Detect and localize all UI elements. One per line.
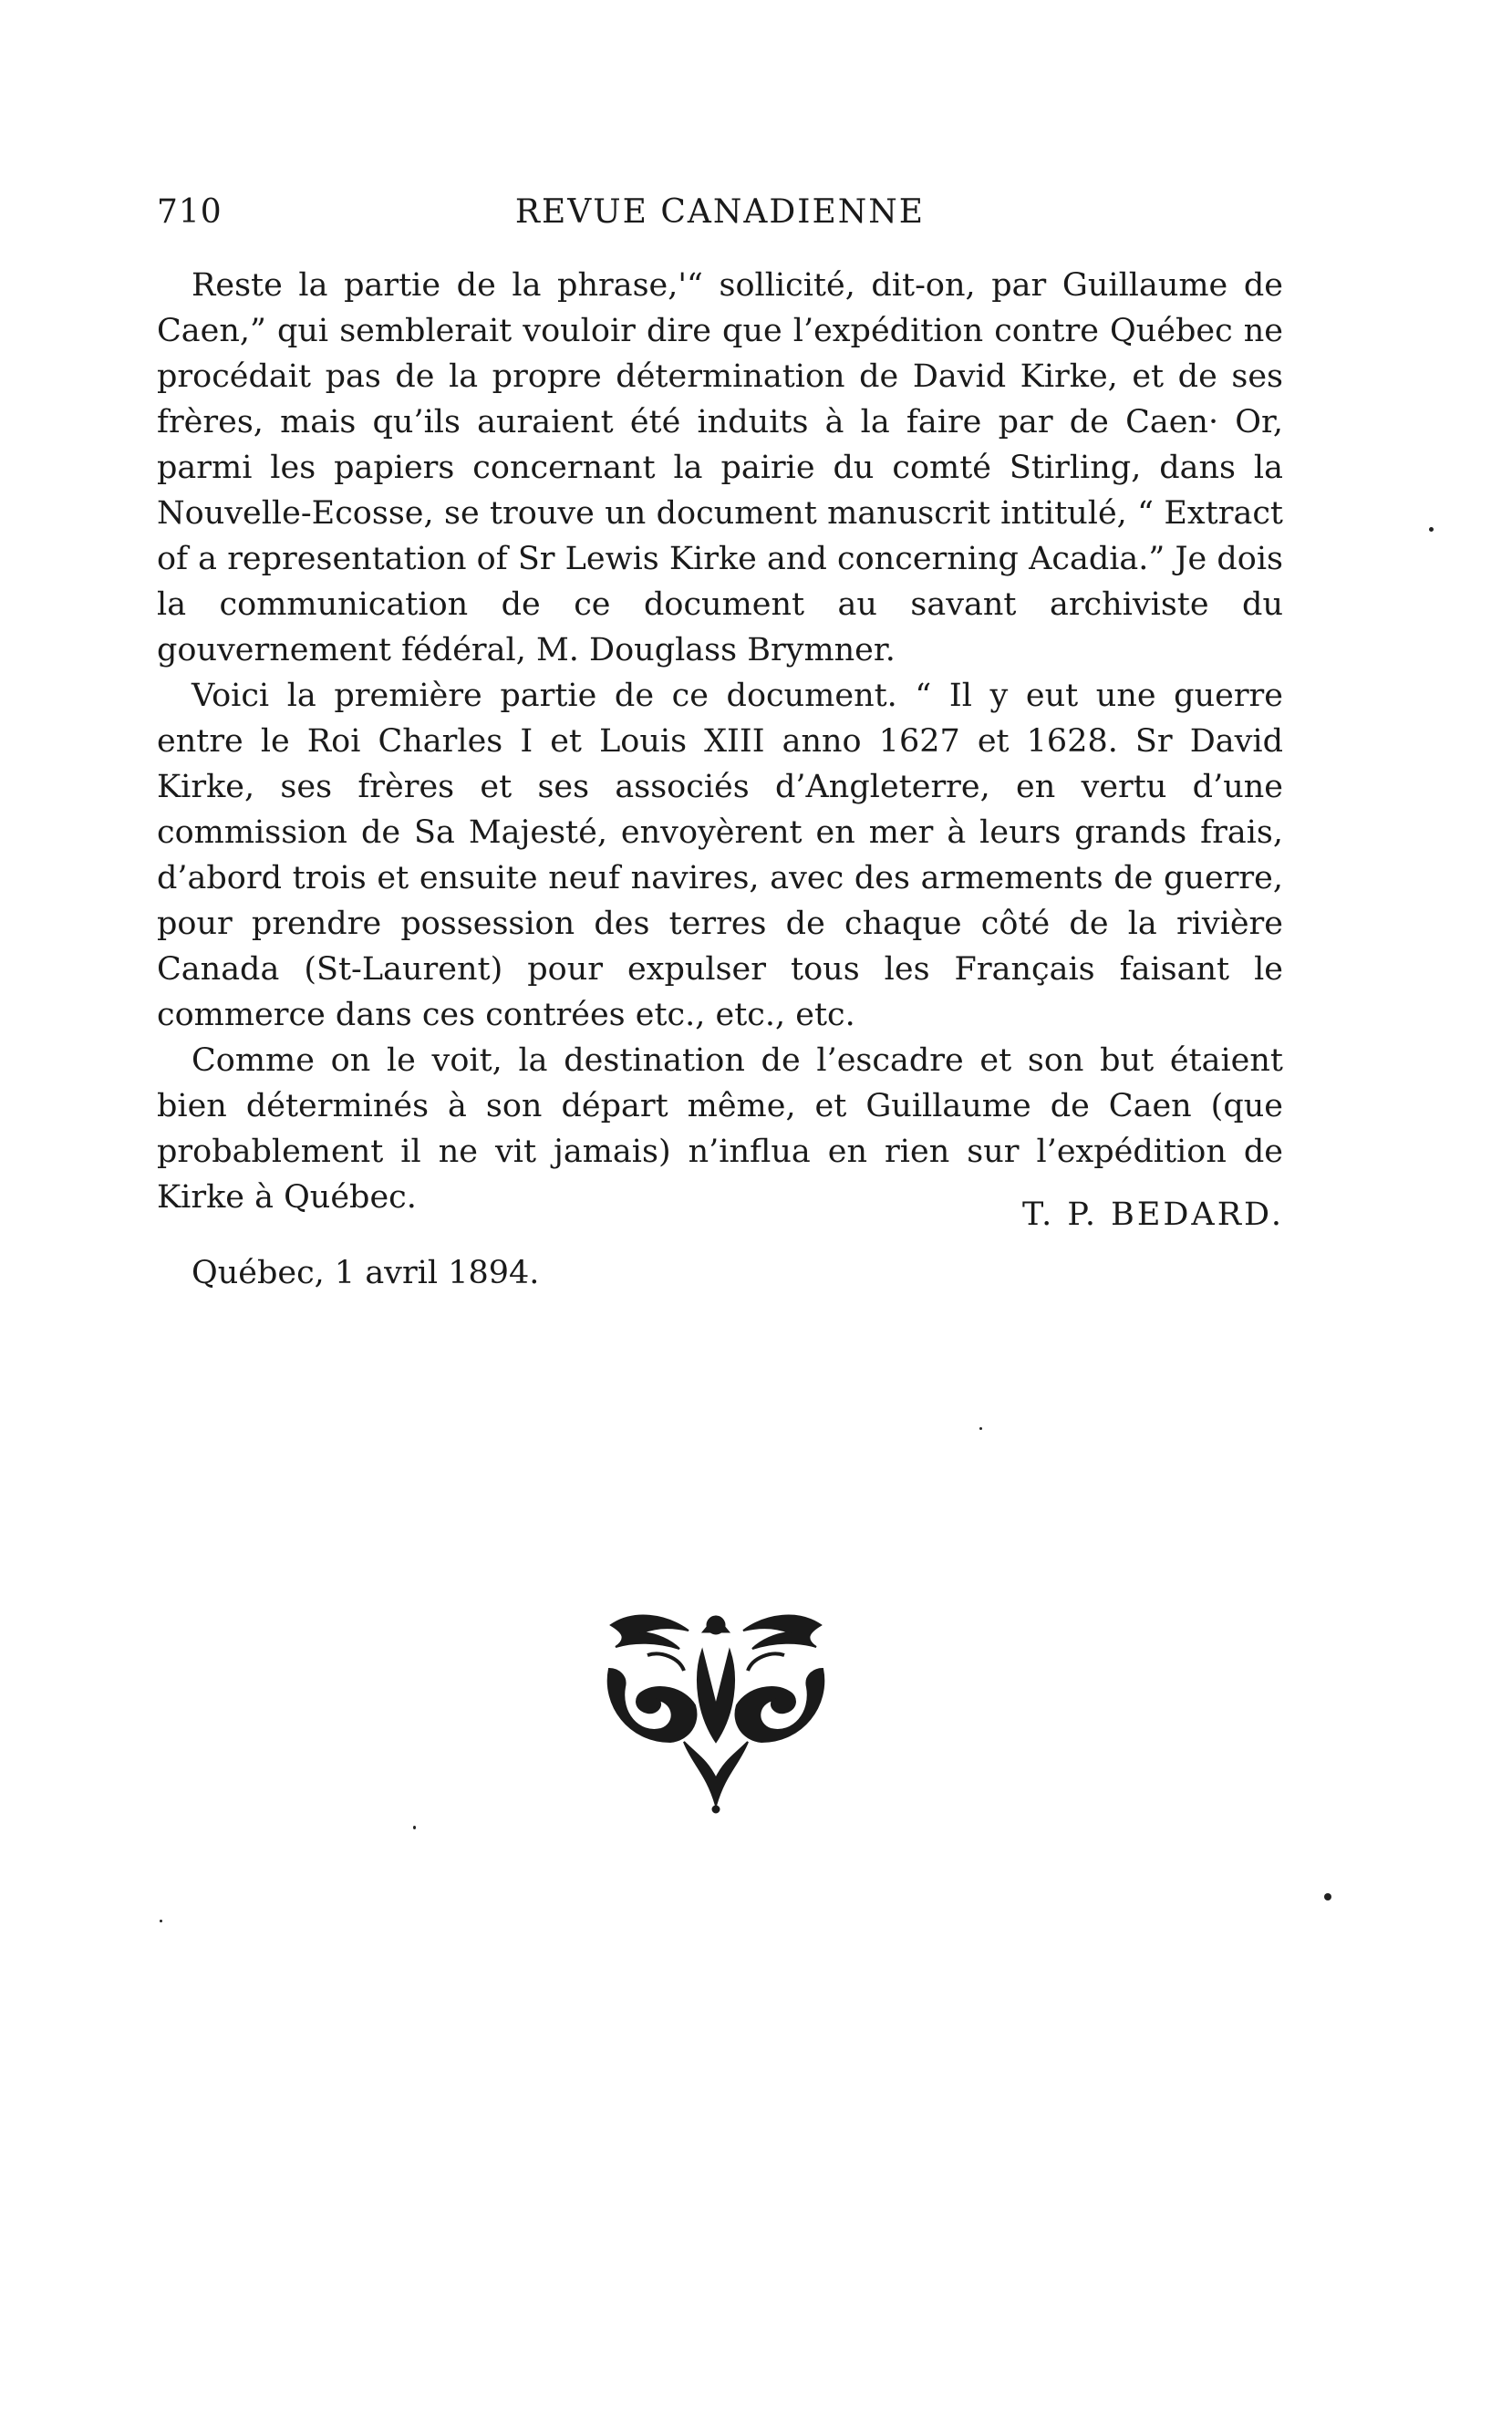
paragraph-2: Voici la première partie de ce document. “ Il y eut une guerre entre le Roi Charles I et Louis XIII anno 1627 et 1628. Sr David Kirke, ses frères et ses associés d’Angleterre, en vertu d’une commission de Sa Majesté, envoyèrent en mer à leurs grands frais, d’abord trois et ensuite neuf navires, avec des armements de guerre, pour prendre possession des terres de chaque côté de la rivière Canada (St-Laurent) pour expulser tous les Français faisant le commerce dans ces contrées etc., etc., etc.	[157, 678, 1283, 1033]
article-body	[157, 263, 1283, 1220]
running-title: REVUE CANADIENNE	[514, 193, 926, 231]
scan-speck	[413, 1826, 416, 1829]
scan-speck	[1429, 527, 1434, 532]
scan-speck	[979, 1427, 982, 1430]
scan-speck	[160, 1920, 162, 1922]
fleuron-ornament-icon	[593, 1605, 839, 1815]
page-header	[157, 193, 1283, 239]
scan-speck	[1324, 1893, 1331, 1900]
author-signature: T. P. BEDARD.	[1021, 1196, 1284, 1233]
page-number: 710	[157, 193, 223, 231]
dateline: Québec, 1 avril 1894.	[192, 1255, 540, 1291]
paragraph-1: Reste la partie de la phrase,'“ sollicité, dit-on, par Guillaume de Caen,” qui semblerait vouloir dire que l’expédition contre Québec ne procédait pas de la propre détermination de David Kirke, et de ses frères, mais qu’ils auraient été induits à la faire par de Caen· Or, parmi les papiers concernant la pairie du comté Stirling, dans la Nouvelle-Ecosse, se trouve un document manuscrit intitulé, “ Extract of a representation of Sr Lewis Kirke and concerning Acadia.” Je dois la communication de ce document au savant archiviste du gouvernement fédéral, M. Douglass Brymner.	[157, 267, 1283, 668]
paragraph-3: Comme on le voit, la destination de l’escadre et son but étaient bien déterminés à son départ même, et Guillaume de Caen (que probablement il ne vit jamais) n’influa en rien sur l’expédition de Kirke à Québec.	[157, 1042, 1283, 1216]
